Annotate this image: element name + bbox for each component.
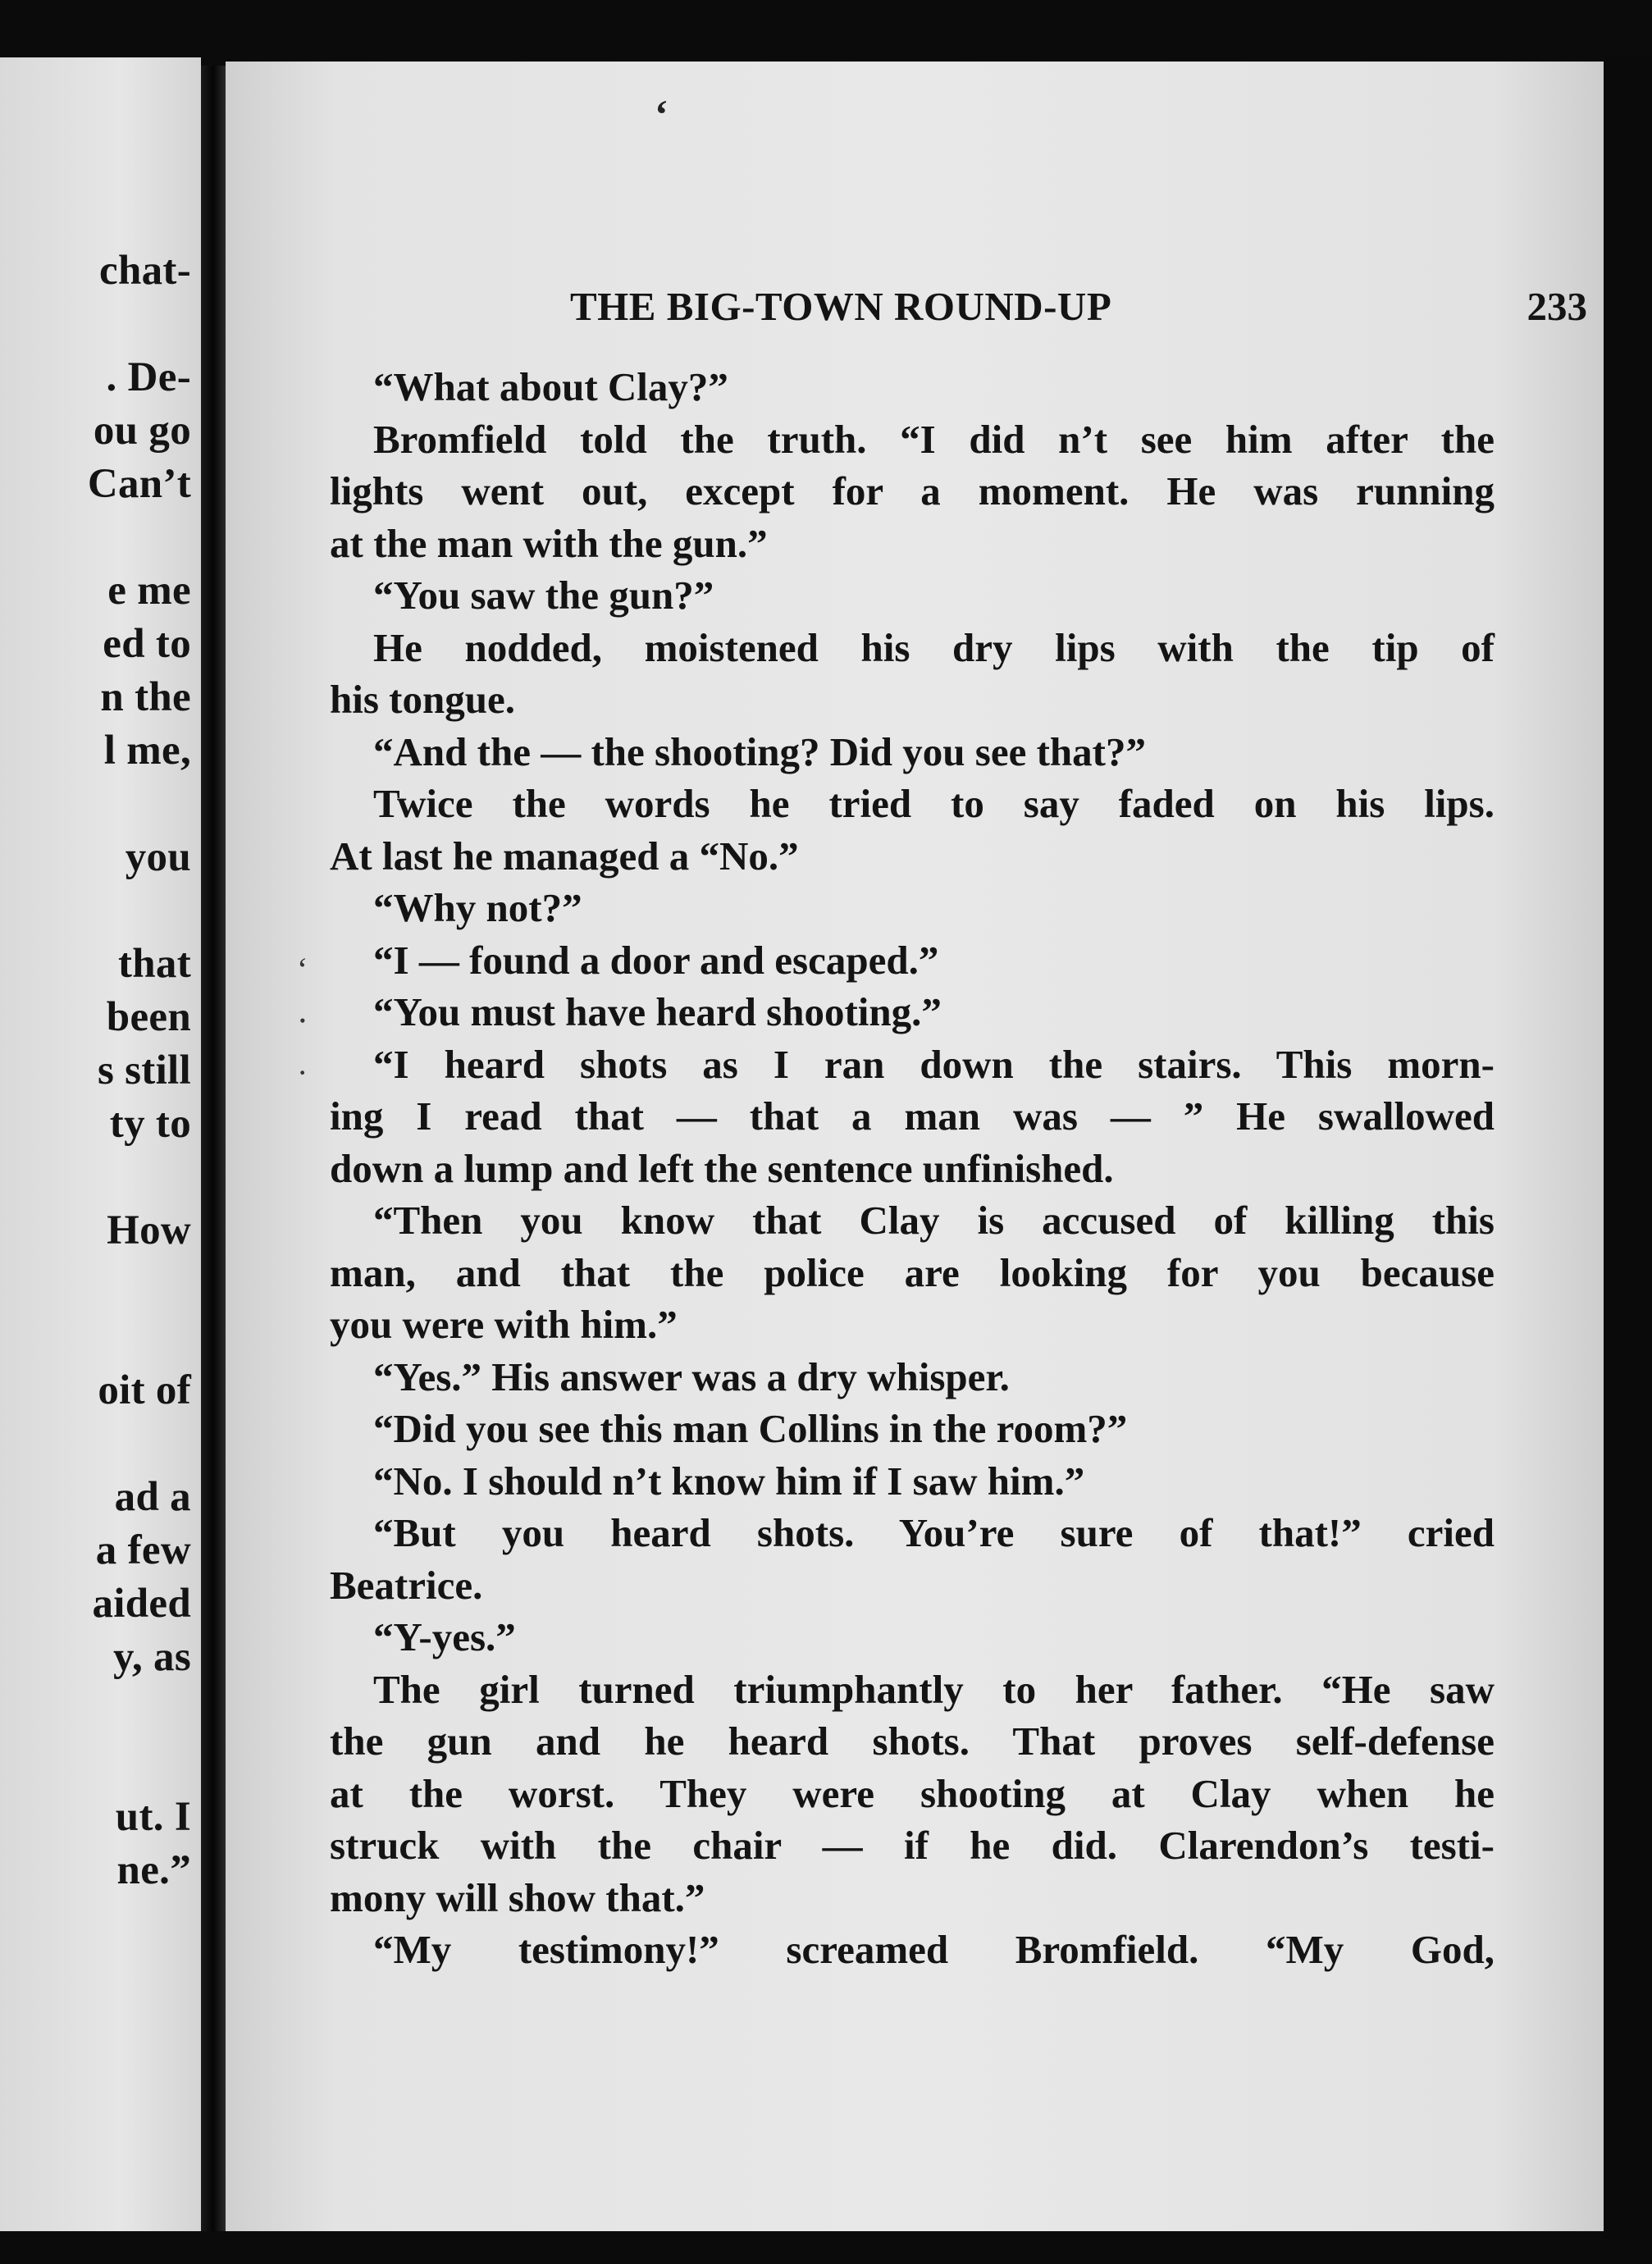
text-line: mony will show that.” — [330, 1874, 705, 1920]
text-line: “But you heard shots. You’re sure of that!” cried — [373, 1510, 1495, 1555]
text-line: “I — found a door and escaped.” — [373, 937, 939, 983]
left-page-line: Can’t — [87, 461, 191, 507]
text-line: He nodded, moistened his dry lips with the tip of — [373, 624, 1495, 670]
left-page-line: a few — [95, 1527, 191, 1573]
left-page-line: How — [107, 1207, 191, 1253]
text-line: “Did you see this man Collins in the room?” — [373, 1406, 1128, 1451]
left-page-line: oit of — [98, 1367, 191, 1413]
margin-ink-specks: ‘ ⋅ · — [297, 951, 308, 1091]
text-line: Bromfield told the truth. “I did n’t see him after the — [373, 416, 1495, 462]
text-line: “My testimony!” screamed Bromfield. “My God, — [373, 1927, 1495, 1972]
left-page-line: n the — [100, 674, 191, 720]
text-line: lights went out, except for a moment. He was running — [330, 468, 1495, 514]
stray-ink-mark: ʻ — [655, 91, 669, 137]
left-page-line: y, as — [112, 1634, 191, 1680]
left-page-line: ad a — [114, 1474, 191, 1520]
book-gutter — [201, 66, 226, 2231]
text-line: The girl turned triumphantly to her father. “He saw — [373, 1666, 1495, 1712]
text-line: Beatrice. — [330, 1562, 483, 1608]
left-page-line: that — [117, 941, 191, 987]
text-line: you were with him.” — [330, 1302, 678, 1347]
text-line: the gun and he heard shots. That proves self-defense — [330, 1719, 1495, 1764]
text-line: At last he managed a “No.” — [330, 833, 799, 879]
text-line: “You saw the gun?” — [373, 573, 714, 618]
text-line: “Then you know that Clay is accused of killing this — [373, 1198, 1495, 1243]
left-page-line: l me, — [103, 728, 191, 774]
left-page-line: you — [125, 834, 191, 880]
text-line: struck with the chair — if he did. Clarendon’s testi- — [330, 1823, 1495, 1868]
text-line: down a lump and left the sentence unfinished. — [330, 1145, 1114, 1191]
text-line: “And the — the shooting? Did you see that?” — [373, 728, 1146, 774]
scan-border — [1604, 57, 1652, 2239]
text-line: man, and that the police are looking for you because — [330, 1249, 1495, 1295]
left-page — [0, 57, 201, 2231]
text-line: ing I read that — that a man was — ” He swallowed — [330, 1093, 1495, 1139]
left-page-line: ed to — [103, 621, 191, 667]
running-head: THE BIG-TOWN ROUND-UP — [570, 284, 1112, 329]
text-line: his tongue. — [330, 677, 516, 722]
left-page-line: ou go — [93, 408, 191, 454]
left-page-line: ut. I — [115, 1794, 191, 1840]
page-number: 233 — [1527, 284, 1587, 329]
text-line: “What about Clay?” — [373, 364, 728, 409]
left-page-line: ne.” — [116, 1847, 191, 1893]
page-header — [226, 283, 1604, 332]
text-line: “You must have heard shooting.” — [373, 989, 942, 1034]
text-line: Twice the words he tried to say faded on his lips. — [373, 781, 1495, 826]
left-page-line: chat- — [99, 248, 191, 294]
text-line: “Y-yes.” — [373, 1614, 516, 1659]
text-line: “Yes.” His answer was a dry whisper. — [373, 1353, 1010, 1399]
text-line: “I heard shots as I ran down the stairs. This morn- — [373, 1041, 1495, 1087]
left-page-line: . De- — [106, 354, 191, 400]
left-page-line: aided — [92, 1581, 191, 1627]
left-page-line: e me — [107, 568, 191, 614]
left-page-line: s still — [97, 1048, 191, 1093]
right-page — [226, 62, 1604, 2231]
body-text — [330, 361, 1495, 1976]
text-line: at the worst. They were shooting at Clay when he — [330, 1770, 1495, 1816]
left-page-line: ty to — [109, 1101, 191, 1147]
text-line: “No. I should n’t know him if I saw him.” — [373, 1458, 1085, 1504]
text-line: “Why not?” — [373, 885, 582, 930]
text-line: at the man with the gun.” — [330, 520, 768, 566]
left-page-line: been — [106, 994, 191, 1040]
